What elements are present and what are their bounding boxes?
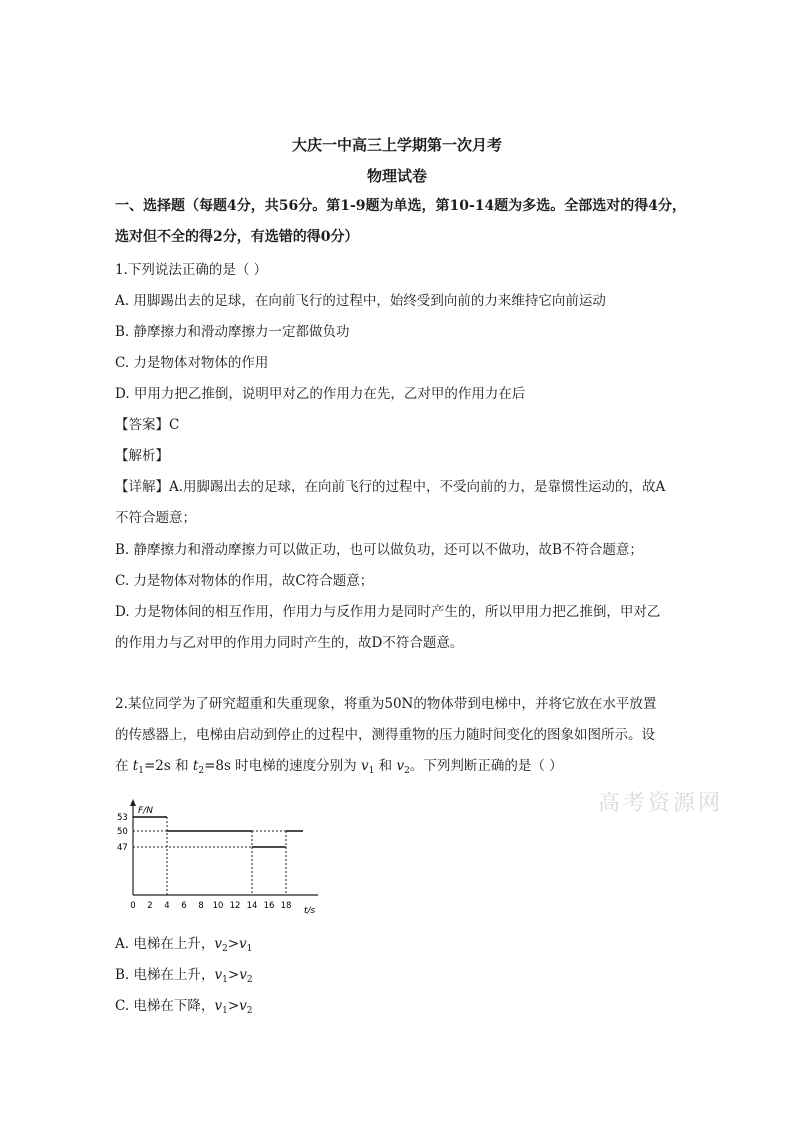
var-v: v (214, 936, 222, 952)
subscript: 1 (368, 766, 375, 776)
text-span: 。下列判断正确的是（ ） (409, 758, 563, 774)
exam-title: 大庆一中高三上学期第一次月考 (291, 136, 502, 154)
var-v: v (214, 998, 223, 1014)
option-text: C. 电梯在下降， (115, 998, 215, 1014)
q2-option-c (115, 997, 253, 1015)
subscript: 2 (221, 944, 228, 954)
subscript: 2 (246, 975, 253, 985)
var-v: v (396, 758, 405, 774)
q1-option-a: A. 用脚踢出去的足球，在向前飞行的过程中，始终受到向前的力来维持它向前运动 (115, 293, 606, 309)
y-tick-label: 47 (117, 843, 128, 853)
subscript: 1 (138, 766, 144, 776)
q1-detail-line: B. 静摩擦力和滑动摩擦力可以做正功，也可以做负功，还可以不做功，故B不符合题意； (115, 542, 643, 558)
q1-analysis-label: 【解析】 (115, 448, 169, 464)
x-tick-label: 0 (130, 901, 136, 911)
q2-option-a (115, 935, 252, 953)
y-axis-label: F/N (138, 806, 153, 816)
x-tick-label: 12 (229, 901, 241, 911)
x-axis-label: t/s (304, 906, 316, 915)
y-tick-label: 53 (117, 813, 128, 823)
q2-option-b (115, 966, 253, 984)
var-v: v (360, 758, 369, 774)
section-heading-line2: 选对但不全的得2分，有选错的得0分） (115, 229, 359, 245)
subscript: 2 (404, 766, 410, 776)
x-tick-label: 8 (198, 901, 204, 911)
x-tick-label: 6 (181, 901, 187, 911)
operator: > (227, 967, 240, 983)
x-tick-label: 10 (212, 901, 224, 911)
force-time-chart (110, 795, 320, 915)
exam-subtitle: 物理试卷 (366, 167, 427, 185)
q1-detail-line: 【详解】A.用脚踢出去的足球，在向前飞行的过程中，不受向前的力，是靠惯性运动的，故A (115, 479, 666, 495)
var-v: v (239, 998, 247, 1014)
y-axis-arrow (130, 799, 136, 806)
var-t: t (192, 758, 199, 774)
q1-option-d: D. 甲用力把乙推倒，说明甲对乙的作用力在先，乙对甲的作用力在后 (115, 386, 526, 402)
text-span: 和 (374, 758, 397, 774)
subscript: 1 (222, 1006, 228, 1016)
option-text: B. 电梯在上升， (115, 967, 215, 983)
subscript: 2 (246, 1006, 253, 1016)
var-v: v (214, 967, 223, 983)
q1-detail-line: D. 力是物体间的相互作用，作用力与反作用力是同时产生的，所以甲用力把乙推倒，甲对乙 (115, 604, 661, 620)
x-tick-label: 4 (164, 901, 170, 911)
subscript: 1 (222, 975, 228, 985)
x-tick-label: 18 (280, 901, 292, 911)
option-text: A. 电梯在上升， (115, 936, 215, 952)
q1-option-c: C. 力是物体对物体的作用 (115, 355, 269, 371)
section-heading-line1: 一、选择题（每题4分，共56分。第1-9题为单选，第10-14题为多选。全部选对的得4分， (115, 198, 687, 214)
q1-stem: 1.下列说法正确的是（ ） (115, 262, 268, 278)
x-tick-label: 2 (147, 901, 153, 911)
watermark: 高考资源网 (598, 791, 724, 816)
q1-option-b: B. 静摩擦力和滑动摩擦力一定都做负功 (115, 324, 350, 340)
q1-detail-line: 的作用力与乙对甲的作用力同时产生的，故D不符合题意。 (115, 635, 464, 651)
var-v: v (239, 967, 247, 983)
q1-detail-line: 不符合题意； (115, 510, 196, 526)
text-span: =8s 时电梯的速度分别为 (204, 758, 361, 774)
x-tick-label: 16 (263, 901, 275, 911)
var-t: t (132, 758, 139, 774)
operator: > (227, 936, 240, 952)
q2-stem-line1: 2.某位同学为了研究超重和失重现象，将重为50N的物体带到电梯中，并将它放在水平放置 (115, 696, 657, 712)
var-v: v (239, 936, 247, 952)
subscript: 2 (198, 766, 205, 776)
q2-stem-line3 (115, 757, 563, 775)
q2-stem-line2: 的传感器上，电梯由启动到停止的过程中，测得重物的压力随时间变化的图象如图所示。设 (115, 727, 655, 743)
q1-answer: 【答案】C (115, 417, 180, 433)
q1-detail-line: C. 力是物体对物体的作用，故C符合题意； (115, 573, 374, 589)
subscript: 1 (246, 944, 253, 954)
y-tick-label: 50 (117, 827, 128, 837)
text-span: =2s 和 (143, 758, 193, 774)
x-tick-label: 14 (246, 901, 258, 911)
operator: > (227, 998, 240, 1014)
text-span: 在 (115, 758, 133, 774)
